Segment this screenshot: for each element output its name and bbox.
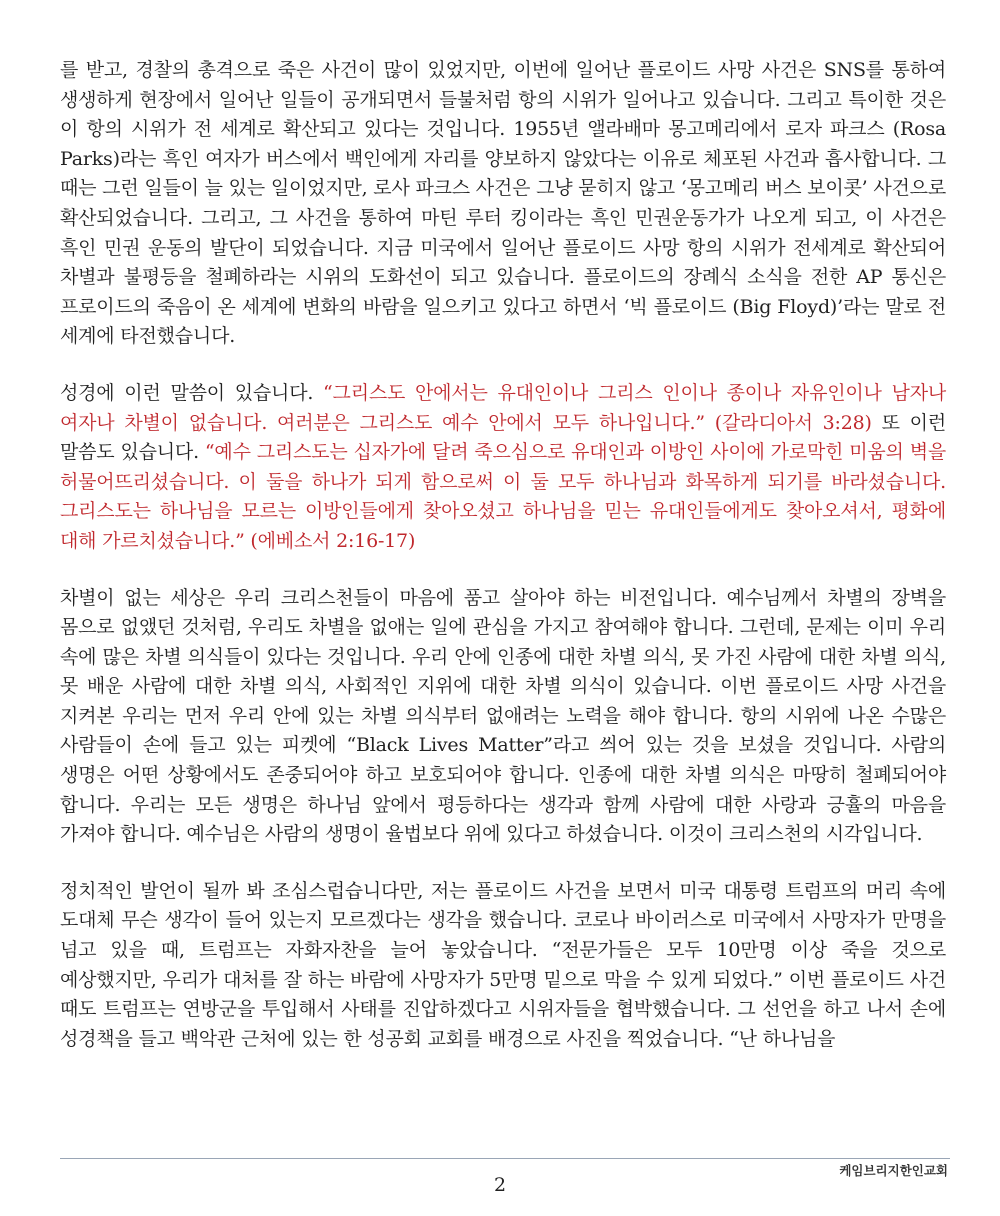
paragraph-no-discrimination <box>60 584 946 850</box>
page-number: 2 <box>493 1174 507 1196</box>
paragraph-text: 성경에 이런 말씀이 있습니다. <box>60 381 324 404</box>
paragraph-text: 를 받고, 경찰의 총격으로 죽은 사건이 많이 있었지만, 이번에 일어난 플로이드 사망 사건은 SNS를 통하여 생생하게 현장에서 일어난 일들이 공개되면서 들불처럼 항의 시위가 일어나고 있습니다. 그리고 특이한 것은 이 항의 시위가 전 세계로 확산되고 있다는 것입니다. 1955년 앨라배마 몽고메리에서 로자 파크스 (Rosa Parks)라는 흑인 여자가 버스에서 백인에게 자리를 양보하지 않았다는 이유로 체포된 사건과 흡사합니다. 그 때는 그런 일들이 늘 있는 일이었지만, 로사 파크스 사건은 그냥 묻히지 않고 ‘몽고메리 버스 보이콧’ 사건으로 확산되었습니다. 그리고, 그 사건을 통하여 마틴 루터 킹이라는 흑인 민권운동가가 나오게 되고, 이 사건은 흑인 민권 운동의 발단이 되었습니다. 지금 미국에서 일어난 플로이드 사망 항의 시위가 전세계로 확산되어 차별과 불평등을 철폐하라는 시위의 도화선이 되고 있습니다. 플로이드의 장례식 소식을 전한 AP 통신은 프로이드의 죽음이 온 세계에 변화의 바람을 일으키고 있다고 하면서 ‘빅 플로이드 (Big Floyd)’라는 말로 전 세계에 타전했습니다. <box>60 59 946 348</box>
paragraph-scripture <box>60 379 946 557</box>
scripture-quote-ephesians: “예수 그리스도는 십자가에 달려 죽으심으로 유대인과 이방인 사이에 가로막힌 미움의 벽을 허물어뜨리셨습니다. 이 둘을 하나가 되게 함으로써 이 둘 모두 하나님과 화목하게 되기를 바라셨습니다. 그리스도는 하나님을 모르는 이방인들에게 찾아오셨고 하나님을 믿는 유대인들에게도 찾아오셔서, 평화에 대해 가르치셨습니다.” (에베소서 2:16-17) <box>60 441 946 552</box>
scripture-quote-galatians: “그리스도 안에서는 유대인이나 그리스 인이나 종이나 자유인이나 남자나 여자나 차별이 없습니다. 여러분은 그리스도 예수 안에서 모두 하나입니다.” (갈라디아서 3:28) <box>60 381 947 434</box>
paragraph-text: 차별이 없는 세상은 우리 크리스천들이 마음에 품고 살아야 하는 비전입니다. 예수님께서 차별의 장벽을 몸으로 없앴던 것처럼, 우리도 차별을 없애는 일에 관심을 가지고 참여해야 합니다. 그런데, 문제는 이미 우리 속에 많은 차별 의식들이 있다는 것입니다. 우리 안에 인종에 대한 차별 의식, 못 가진 사람에 대한 차별 의식, 못 배운 사람에 대한 차별 의식, 사회적인 지위에 대한 차별 의식이 있습니다. 이번 플로이드 사망 사건을 지켜본 우리는 먼저 우리 안에 있는 차별 의식부터 없애려는 노력을 해야 합니다. 항의 시위에 나온 수많은 사람들이 손에 들고 있는 피켓에 “Black Lives Matter”라고 씌어 있는 것을 보셨을 것입니다. 사람의 생명은 어떤 상황에서도 존중되어야 하고 보호되어야 합니다. 인종에 대한 차별 의식은 마땅히 철폐되어야 합니다. 우리는 모든 생명은 하나님 앞에서 평등하다는 생각과 함께 사람에 대한 사랑과 긍휼의 마음을 가져야 합니다. 예수님은 사람의 생명이 율법보다 위에 있다고 하셨습니다. 이것이 크리스천의 시각입니다. <box>60 586 946 846</box>
footer-church-name: 케임브리지한인교회 <box>839 1163 948 1178</box>
footer-divider <box>60 1158 950 1159</box>
paragraph-text: 또 이런 말씀도 있습니다. <box>60 411 946 464</box>
paragraph-political <box>60 877 946 1055</box>
paragraph-text: 정치적인 발언이 될까 봐 조심스럽습니다만, 저는 플로이드 사건을 보면서 미국 대통령 트럼프의 머리 속에 도대체 무슨 생각이 들어 있는지 모르겠다는 생각을 했습니다. 코로나 바이러스로 미국에서 사망자가 만명을 넘고 있을 때, 트럼프는 자화자찬을 늘어 놓았습니다. “전문가들은 모두 10만명 이상 죽을 것으로 예상했지만, 우리가 대처를 잘 하는 바람에 사망자가 5만명 밑으로 막을 수 있게 되었다.” 이번 플로이드 사건 때도 트럼프는 연방군을 투입해서 사태를 진압하겠다고 시위자들을 협박했습니다. 그 선언을 하고 나서 손에 성경책을 들고 백악관 근처에 있는 한 성공회 교회를 배경으로 사진을 찍었습니다. “난 하나님을 <box>60 879 946 1050</box>
paragraph-floyd-protests <box>60 56 946 352</box>
document-body <box>60 56 946 1081</box>
